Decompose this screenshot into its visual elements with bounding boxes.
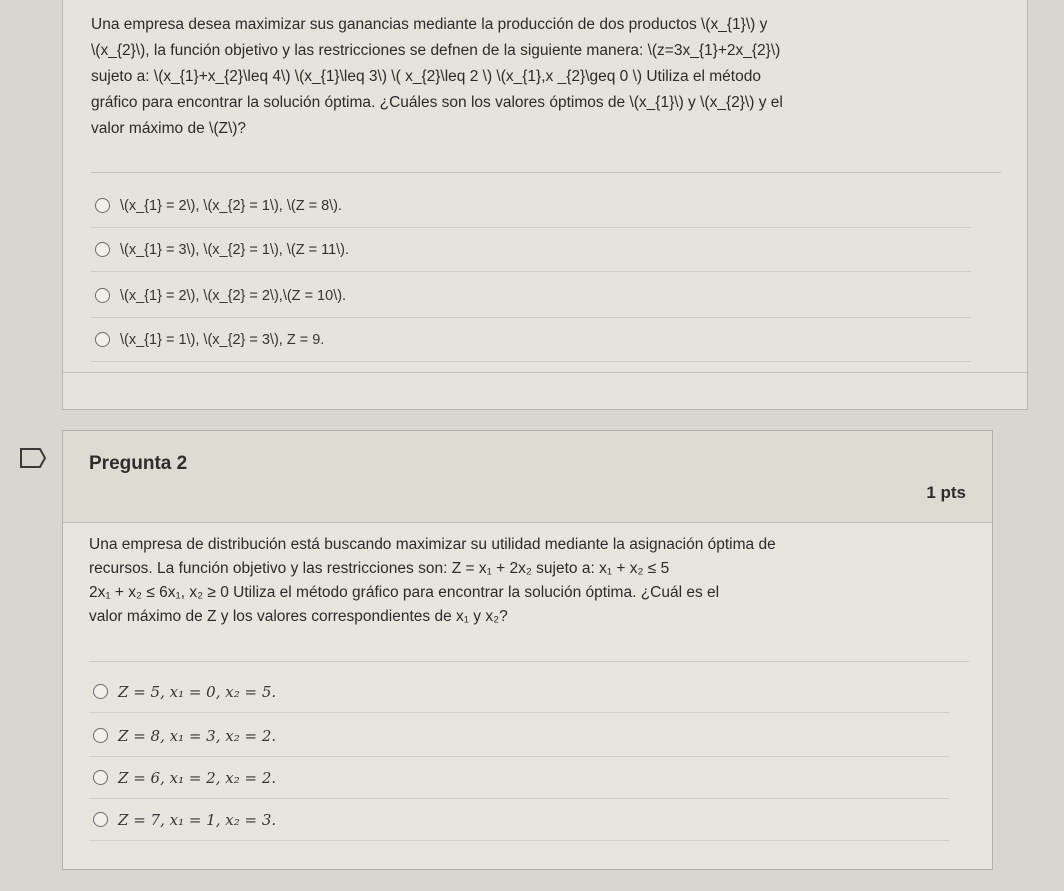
radio-empty-icon[interactable] xyxy=(95,198,110,213)
question-title: Pregunta 2 xyxy=(89,453,188,474)
question-2-answer-option[interactable] xyxy=(89,715,949,757)
flag-outline-icon[interactable] xyxy=(18,446,48,470)
radio-empty-icon[interactable] xyxy=(95,242,110,257)
question-1-answer-option[interactable] xyxy=(91,228,971,272)
radio-empty-icon[interactable] xyxy=(93,812,108,827)
radio-empty-icon[interactable] xyxy=(93,728,108,743)
question-1-answer-option[interactable] xyxy=(91,318,971,362)
question-points: 1 pts xyxy=(926,483,966,502)
answer-label: Z = 8, x₁ = 3, x₂ = 2. xyxy=(118,726,277,745)
question-2-line: Una empresa de distribución está buscando maximizar su utilidad mediante la asignación óptima de xyxy=(89,536,776,553)
question-2-answer-option[interactable] xyxy=(89,799,949,841)
question-1-line: sujeto a: \(x_{1}+x_{2}\leq 4\) \(x_{1}\leq 3\) \( x_{2}\leq 2 \) \(x_{1},x _{2}\geq 0 \) Utiliza el método xyxy=(91,68,761,85)
question-2-answer-option[interactable] xyxy=(89,757,949,799)
question-1-text xyxy=(91,12,991,142)
question-2-text xyxy=(89,533,969,629)
question-1-line: Una empresa desea maximizar sus ganancias mediante la producción de dos productos \(x_{1}\) y xyxy=(91,16,768,33)
answer-label: \(x_{1} = 1\), \(x_{2} = 3\), Z = 9. xyxy=(120,331,325,348)
radio-empty-icon[interactable] xyxy=(93,770,108,785)
radio-empty-icon[interactable] xyxy=(95,332,110,347)
answer-label: \(x_{1} = 2\), \(x_{2} = 1\), \(Z = 8\). xyxy=(120,197,343,214)
divider xyxy=(91,172,1001,173)
answer-label: \(x_{1} = 2\), \(x_{2} = 2\),\(Z = 10\). xyxy=(120,287,347,304)
question-1-answer-option[interactable] xyxy=(91,184,971,228)
answer-label: Z = 7, x₁ = 1, x₂ = 3. xyxy=(118,810,277,829)
question-2-answer-option[interactable] xyxy=(89,671,949,713)
question-header xyxy=(63,431,992,523)
divider xyxy=(89,661,969,662)
question-2-line: valor máximo de Z y los valores correspondientes de x₁ y x₂? xyxy=(89,608,508,625)
question-1-line: valor máximo de \(Z\)? xyxy=(91,120,247,137)
answer-label: Z = 5, x₁ = 0, x₂ = 5. xyxy=(118,682,277,701)
radio-empty-icon[interactable] xyxy=(93,684,108,699)
answer-label: Z = 6, x₁ = 2, x₂ = 2. xyxy=(118,768,277,787)
radio-empty-icon[interactable] xyxy=(95,288,110,303)
question-1-answer-option[interactable] xyxy=(91,274,971,318)
question-2-line: recursos. La función objetivo y las restricciones son: Z = x₁ + 2x₂ sujeto a: x₁ + x₂ ≤ 5 xyxy=(89,560,670,577)
question-2-line: 2x₁ + x₂ ≤ 6x₁, x₂ ≥ 0 Utiliza el método gráfico para encontrar la solución óptima. ¿Cuál es el xyxy=(89,584,720,601)
question-1-card xyxy=(62,0,1028,410)
answer-label: \(x_{1} = 3\), \(x_{2} = 1\), \(Z = 11\). xyxy=(120,241,350,258)
question-1-line: \(x_{2}\), la función objetivo y las restricciones se defnen de la siguiente manera: \(z=3x_{1}+2x_{2}\) xyxy=(91,42,781,59)
question-2-card xyxy=(62,430,993,870)
divider xyxy=(63,372,1029,373)
question-1-line: gráfico para encontrar la solución óptima. ¿Cuáles son los valores óptimos de \(x_{1}\) y \(x_{2}\) y el xyxy=(91,94,783,111)
